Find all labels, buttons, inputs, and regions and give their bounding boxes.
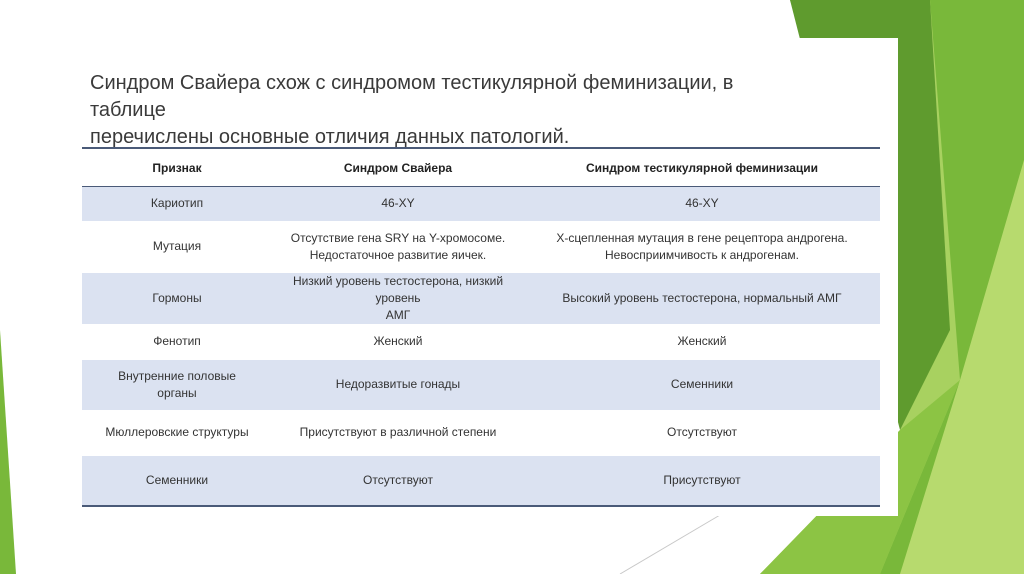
header-swyer: Синдром Свайера [272,148,524,187]
cell-feature: Семенники [82,456,272,506]
cell-tfs: 46-XY [524,187,880,221]
cell-tfs: Отсутствуют [667,425,737,439]
table-row [82,360,880,410]
cell-line: Невосприимчивость к андрогенам. [605,247,799,262]
table-row [82,456,880,506]
cell-line: Отсутствие гена SRY на Y-хромосоме. [290,230,506,245]
cell-swyer: Присутствуют в различной степени [299,425,497,439]
cell-swyer: Недоразвитые гонады [272,360,524,410]
cell-swyer: 46-XY [272,187,524,221]
cell-tfs: Присутствуют [524,456,880,506]
cell-feature: Мутация [152,239,202,253]
slide-heading [90,70,810,151]
table-header-row [82,148,880,187]
cell-swyer: Отсутствуют [272,456,524,506]
table-row [82,410,880,456]
cell-feature: Кариотип [82,187,272,221]
heading-line-1: Синдром Свайера схож с синдромом тестикулярной феминизации, в таблице [90,72,734,121]
cell-line: Недостаточное развитие яичек. [309,247,487,262]
table-row [82,187,880,221]
heading-line-2: перечислены основные отличия данных патологий. [90,126,570,148]
cell-tfs: Женский [677,334,727,348]
cell-feature [82,360,272,410]
cell-tfs: Семенники [524,360,880,410]
cell-line: органы [157,385,197,400]
table-row [82,273,880,324]
cell-swyer: Женский [373,334,423,348]
cell-feature: Мюллеровские структуры [105,425,249,439]
cell-tfs [524,221,880,273]
comparison-table [82,147,880,507]
header-feature: Признак [82,148,272,187]
cell-feature: Фенотип [153,334,201,348]
cell-swyer [272,273,524,324]
cell-line: Внутренние половые [118,368,236,383]
table-row [82,221,880,273]
table-row [82,324,880,360]
header-tfs: Синдром тестикулярной феминизации [524,148,880,187]
cell-line: Низкий уровень тестостерона, низкий уровень [292,273,504,305]
green-sliver-left [0,330,16,574]
cell-feature: Гормоны [82,273,272,324]
diagonal-line [620,515,720,574]
cell-swyer [272,221,524,273]
cell-line: X-сцепленная мутация в гене рецептора андрогена. [556,230,848,245]
cell-line: АМГ [385,307,411,322]
cell-tfs: Высокий уровень тестостерона, нормальный АМГ [524,273,880,324]
